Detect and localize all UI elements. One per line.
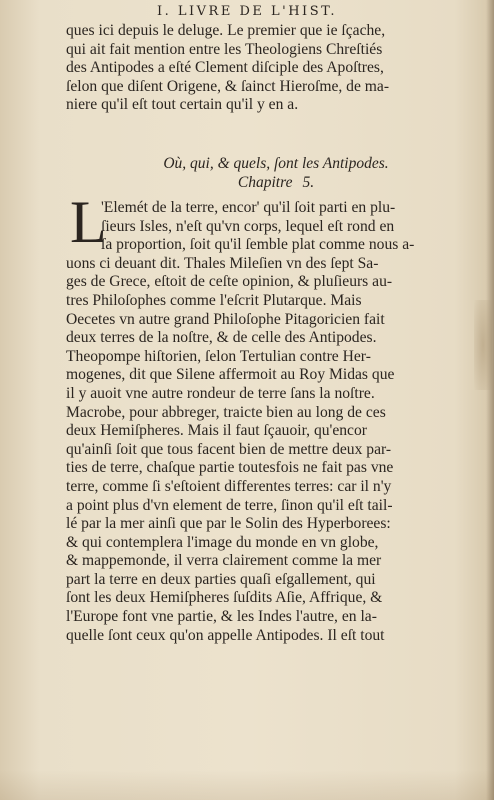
text-line: mogenes, dit que Silene affermoit au Roy Midas que: [66, 366, 395, 384]
text-line: lé par la mer ainſi que par le Solin des Hyperborees:: [66, 515, 391, 533]
text-line: ſa proportion, ſoit qu'il ſemble plat comme nous a-: [101, 236, 415, 254]
text-line: niere qu'il eſt tout certain qu'il y en a.: [66, 96, 299, 114]
text-line: ſont les deux Hemiſpheres ſuſdits Aſie, Affrique, &: [66, 589, 383, 607]
text-line: qui ait fait mention entre les Theologiens Chreſtiés: [66, 40, 383, 58]
text-line: & mappemonde, il verra clairement comme la mer: [66, 552, 382, 570]
drop-cap: L: [70, 189, 107, 255]
text-line: ges de Grece, eſtoit de ceſte opinion, & pluſieurs au-: [66, 273, 393, 291]
text-line: il y auoit vne autre rondeur de terre ſans la noſtre.: [66, 384, 375, 402]
top-paragraph: [66, 22, 486, 115]
text-line: deux terres de la noſtre, & de celle des Antipodes.: [66, 329, 377, 347]
text-line: Oecetes vn autre grand Philoſophe Pitagoricien fait: [66, 310, 385, 328]
text-line: deux Hemiſpheres. Mais il faut ſçauoir, qu'encor: [66, 422, 367, 440]
text-line: des Antipodes a eſté Clement diſciple des Apoſtres,: [66, 59, 384, 77]
text-line: & qui contemplera l'image du monde en vn globe,: [66, 533, 379, 551]
page-gutter-shadow: [486, 0, 494, 800]
text-line: ſelon que diſent Origene, & ſainct Hieroſme, de ma-: [66, 77, 390, 95]
text-line: ties de terre, chaſque partie toutesfois ne fait pas vne: [66, 459, 394, 477]
chapter-label: [66, 174, 486, 193]
text-line: part la terre en deux parties quaſi eſgallement, qui: [66, 570, 376, 588]
text-line: 'Elemét de la terre, encor' qu'il ſoit parti en plu-: [101, 199, 396, 216]
running-head: I. LIVRE DE L'HIST.: [157, 4, 337, 19]
text-line: Macrobe, pour abbreger, traicte bien au long de ces: [66, 403, 386, 421]
chapter-heading: Où, qui, & quels, ſont les Antipodes.: [163, 155, 389, 172]
text-line: uons ci deuant dit. Thales Mileſien vn des ſept Sa-: [66, 254, 379, 272]
text-line: a point plus d'vn element de terre, ſinon qu'il eſt tail-: [66, 496, 393, 514]
text-line: qu'ainſi ſoit que tous facent bien de mettre deux par-: [66, 440, 392, 458]
text-line: terre, comme ſi s'eſtoient differentes terres: car il n'y: [66, 477, 392, 495]
text-line: quelle ſont ceux qu'on appelle Antipodes. Il eſt tout: [66, 626, 385, 644]
text-line: tres Philoſophes comme l'eſcrit Plutarque. Mais: [66, 291, 362, 309]
text-line: ſieurs Isles, n'eſt qu'vn corps, lequel eſt rond en: [101, 217, 395, 235]
main-paragraph: [66, 199, 486, 645]
page-bottom-shade: [0, 770, 494, 800]
text-line: ques ici depuis le deluge. Le premier que ie ſçache,: [66, 22, 386, 39]
chapter-word: Chapitre: [237, 174, 293, 191]
chapter-number: 5.: [302, 174, 315, 191]
text-line: Theopompe hiſtorien, ſelon Tertulian contre Her-: [66, 347, 371, 365]
text-line: l'Europe font vne partie, & les Indes l'autre, en la-: [66, 608, 377, 626]
